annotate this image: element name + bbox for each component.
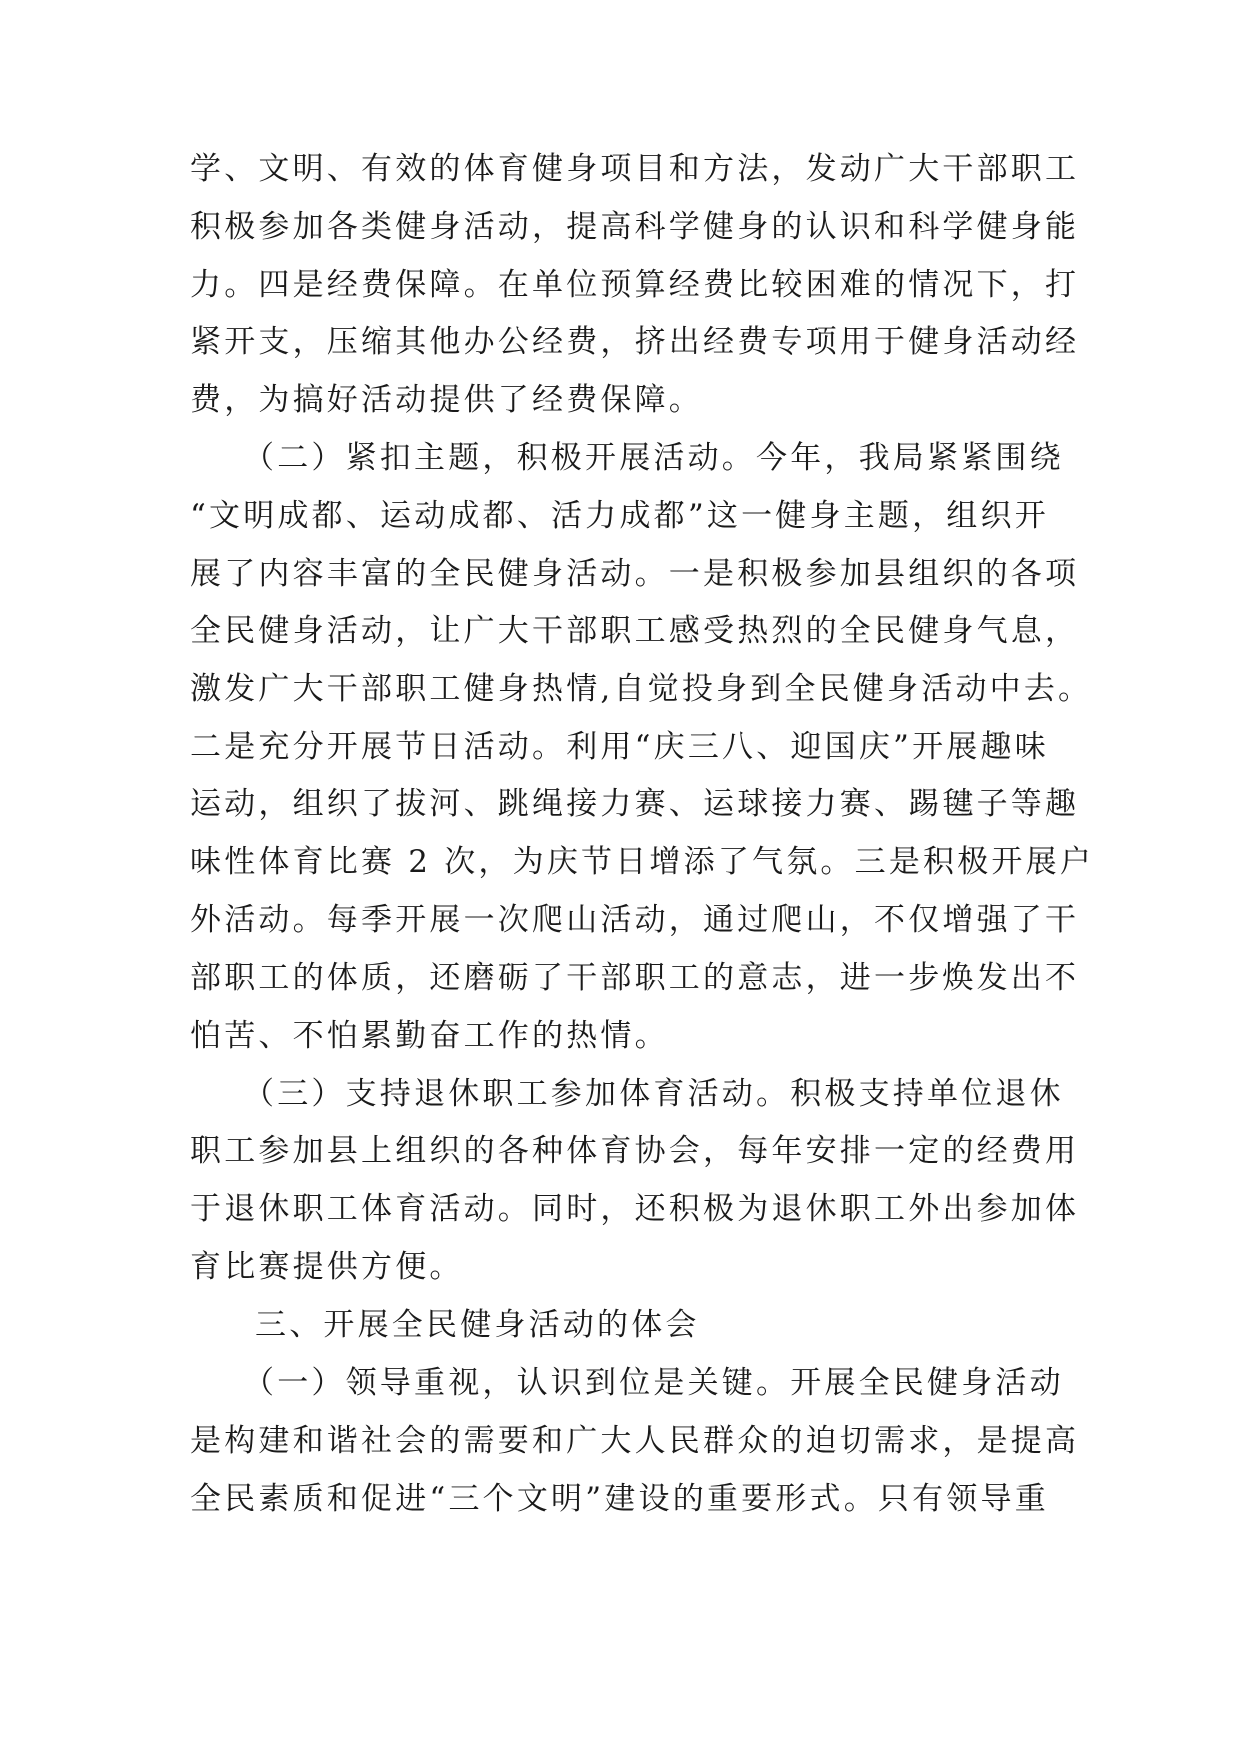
text-line: 运动，组织了拔河、跳绳接力赛、运球接力赛、踢毽子等趣 xyxy=(190,786,1080,822)
text-line: 学、文明、有效的体育健身项目和方法，发动广大干部职工 xyxy=(190,151,1080,187)
text-line: 费，为搞好活动提供了经费保障。 xyxy=(190,382,703,418)
text-line: 二是充分开展节日活动。利用“庆三八、迎国庆”开展趣味 xyxy=(190,729,1049,765)
text-line: “文明成都、运动成都、活力成都”这一健身主题，组织开 xyxy=(190,498,1049,534)
section-heading: 三、开展全民健身活动的体会 xyxy=(255,1307,700,1343)
text-line: 是构建和谐社会的需要和广大人民群众的迫切需求，是提高 xyxy=(190,1423,1080,1459)
text-line: 紧开支，压缩其他办公经费，挤出经费专项用于健身活动经 xyxy=(190,324,1080,360)
text-line: 怕苦、不怕累勤奋工作的热情。 xyxy=(190,1018,669,1054)
text-line: 味性体育比赛 2 次，为庆节日增添了气氛。三是积极开展户 xyxy=(190,844,1095,880)
text-line: （三）支持退休职工参加体育活动。积极支持单位退休 xyxy=(243,1076,1064,1112)
text-line: 激发广大干部职工健身热情,自觉投身到全民健身活动中去。 xyxy=(190,671,1093,707)
text-line: 职工参加县上组织的各种体育协会，每年安排一定的经费用 xyxy=(190,1133,1080,1169)
text-line: 外活动。每季开展一次爬山活动，通过爬山，不仅增强了干 xyxy=(190,902,1080,938)
text-line: 部职工的体质，还磨砺了干部职工的意志，进一步焕发出不 xyxy=(190,960,1080,996)
text-line: 力。四是经费保障。在单位预算经费比较困难的情况下，打 xyxy=(190,267,1080,303)
text-line: 展了内容丰富的全民健身活动。一是积极参加县组织的各项 xyxy=(190,556,1080,592)
text-line: 于退休职工体育活动。同时，还积极为退休职工外出参加体 xyxy=(190,1191,1080,1227)
text-line: （一）领导重视，认识到位是关键。开展全民健身活动 xyxy=(243,1365,1064,1401)
text-line: 全民素质和促进“三个文明”建设的重要形式。只有领导重 xyxy=(190,1481,1049,1517)
text-line: 全民健身活动，让广大干部职工感受热烈的全民健身气息， xyxy=(190,613,1080,649)
text-line: 育比赛提供方便。 xyxy=(190,1249,464,1285)
text-line: 积极参加各类健身活动，提高科学健身的认识和科学健身能 xyxy=(190,209,1080,245)
text-line: （二）紧扣主题，积极开展活动。今年，我局紧紧围绕 xyxy=(243,440,1064,476)
